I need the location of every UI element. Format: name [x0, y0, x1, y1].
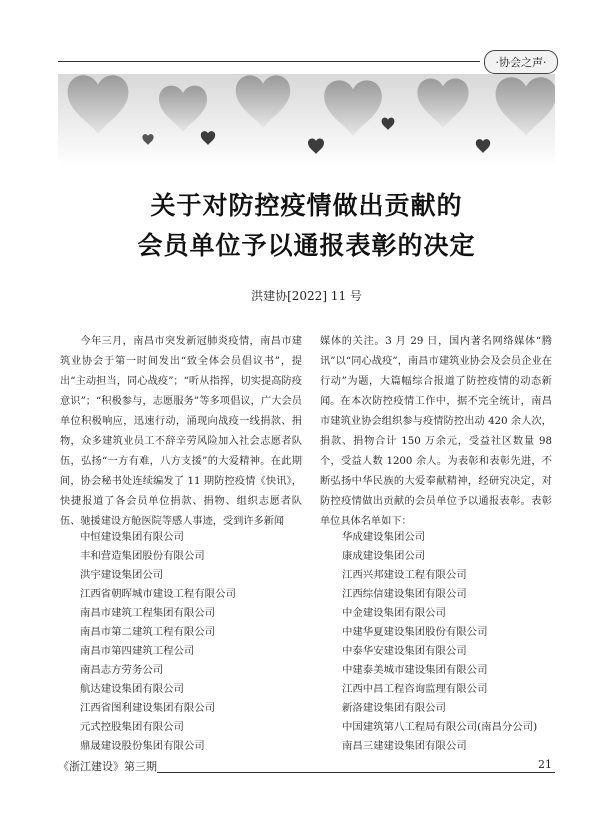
list-item: 江西省图利建设集团有限公司 — [80, 702, 216, 714]
list-item: 南昌市建筑工程集团有限公司 — [80, 607, 216, 619]
list-item: 航达建设集团有限公司 — [80, 683, 184, 695]
company-list-right — [342, 528, 537, 756]
header-rule — [58, 61, 480, 62]
list-item: 江西综信建设集团有限公司 — [342, 588, 467, 600]
list-item: 中泰华安建设集团有限公司 — [342, 645, 467, 657]
list-item: 中国建筑第八工程局有限公司(南昌分公司) — [342, 721, 538, 733]
list-item: 华成建设集团公司 — [342, 531, 426, 543]
list-item: 江西中昌工程咨询监理有限公司 — [342, 683, 488, 695]
document-number: 洪建协[2022] 11 号 — [251, 289, 362, 303]
list-item: 中建华夏建设集团股份有限公司 — [342, 626, 488, 638]
list-item: 中金建设集团有限公司 — [342, 607, 446, 619]
list-item: 中建泰美城市建设集团有限公司 — [342, 664, 488, 676]
page-number: 21 — [538, 758, 552, 771]
list-item: 元式控股集团有限公司 — [80, 721, 184, 733]
body-paragraph-right-2: 在本次防控疫情工作中，据不完全统计，南昌市建筑业协会组织参与疫情防控出动 420 余人次，捐款、捐物合计 150 万余元，受益社区数量 98 个，受益人数 1200 余人。为表彰和表彰先进，不断弘扬中华民族的大爱奉献精神，经研究决定，对防控疫情做出贡献的会员单位予以通报表彰。表彰单位具体名单如下： — [320, 396, 552, 527]
list-item: 南昌三建建设集团有限公司 — [342, 740, 467, 752]
list-item: 南昌志方劳务公司 — [80, 664, 164, 676]
document-title-line-2: 会员单位予以通报表彰的决定 — [137, 231, 476, 260]
list-item: 康成建设集团公司 — [342, 550, 426, 562]
list-item: 南昌市第四建筑工程公司 — [80, 645, 195, 657]
list-item: 鼎晟建设股份集团有限公司 — [80, 740, 205, 752]
body-paragraph-left: 今年三月，南昌市突发新冠肺炎疫情，南昌市建筑业协会于第一时间发出“致全体会员倡议书”，提出“主动担当，同心战疫”；“听从指挥，切实提高防疫意识”；“积极参与，志愿服务”等多项倡议，广大会员单位积极响应，迅速行动，涌现向战疫一线捐款、捐物，众多建筑业员工不辞辛劳风险加入社会志愿者队伍，弘扬“一方有难，八方支援”的大爱精神。在此期间，协会秘书处连续编发了 11 期防控疫情《快讯》，快捷报道了各会员单位捐款、捐物、组织志愿者队伍、驰援建设方舱医院等感人事迹，受到许多新闻 — [60, 336, 302, 527]
list-item: 洪宇建设集团公司 — [80, 569, 164, 581]
list-item: 江西省朝晖城市建设工程有限公司 — [80, 588, 236, 600]
column-tag: ·协会之声· — [484, 50, 558, 74]
list-item: 南昌市第二建筑工程有限公司 — [80, 626, 216, 638]
company-list-left — [80, 528, 236, 756]
list-item: 江西兴邦建设工程有限公司 — [342, 569, 467, 581]
document-title-line-1: 关于对防控疫情做出贡献的 — [150, 191, 463, 220]
list-item: 丰和营造集团股份有限公司 — [80, 550, 205, 562]
list-item: 中恒建设集团有限公司 — [80, 531, 184, 543]
list-item: 新洛建设集团有限公司 — [342, 702, 446, 714]
body-paragraph-right-1: 媒体的关注。3 月 29 日，国内著名网络媒体“腾讯”以“同心战疫”，南昌市建筑业协会及会员企业在行动”为题，大篇幅综合报道了防控疫情的动态新闻。 — [320, 336, 552, 407]
footer-publication: 《浙江建设》第三期 — [58, 760, 157, 773]
hearts-banner — [58, 74, 555, 166]
